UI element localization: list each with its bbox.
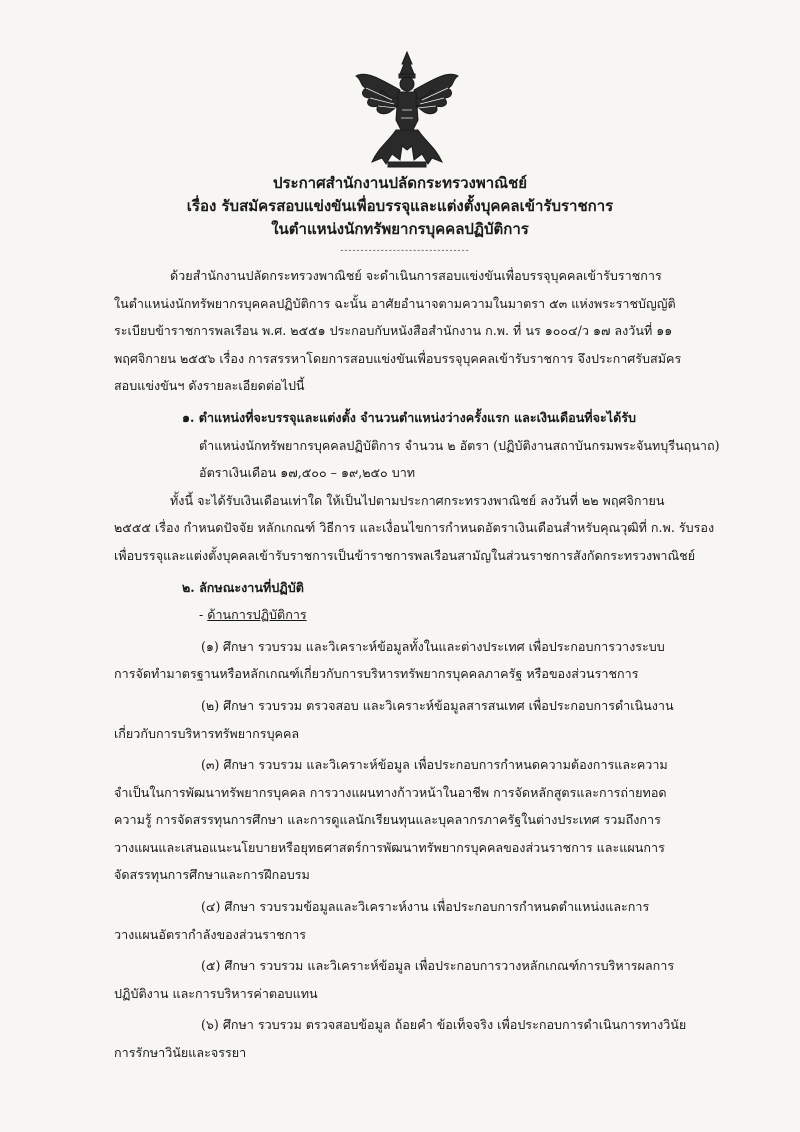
section1-salary: อัตราเงินเดือน ๑๗,๕๐๐ – ๑๙,๒๕๐ บาท [199,465,416,481]
intro-line: ในตำแหน่งนักทรัพยากรบุคคลปฏิบัติการ ฉะนั้น อาศัยอำนาจตามความในมาตรา ๕๓ แห่งพระราชบัญญัติ [114,295,676,311]
duty-item-4: (๔) ศึกษา รวบรวมข้อมูลและวิเคราะห์งาน เพื่อประกอบการกำหนดตำแหน่งและการ [201,899,650,915]
section1-position: ตำแหน่งนักทรัพยากรบุคคลปฏิบัติการ จำนวน ๒ อัตรา (ปฏิบัติงานสถาบันกรมพระจันทบุรีนฤนาถ) [199,437,720,453]
garuda-emblem-icon [352,50,462,168]
section2-subheading [114,601,748,629]
duty-item-6-cont: การรักษาวินัยและจรรยา [114,1045,247,1061]
header-divider: -------------------------------- [340,246,470,256]
salary-note-line: เพื่อบรรจุและแต่งตั้งบุคคลเข้ารับราชการเป็นข้าราชการพลเรือนสามัญในส่วนราชการสังกัดกระทรวงพาณิชย์ [114,547,696,563]
duty-item-2-cont: เกี่ยวกับการบริหารทรัพยากรบุคคล [114,725,300,741]
subheading-bullet: - [199,607,208,623]
duty-item-3-cont: จำเป็นในการพัฒนาทรัพยากรบุคคล การวางแผนทางก้าวหน้าในอาชีพ การจัดหลักสูตรและการถ่ายทอด [114,784,667,800]
duty-item-6: (๖) ศึกษา รวบรวม ตรวจสอบข้อมูล ถ้อยคำ ข้อเท็จจริง เพื่อประกอบการดำเนินการทางวินัย [201,1017,687,1033]
duty-item-1-cont: การจัดทำมาตรฐานหรือหลักเกณฑ์เกี่ยวกับการบริหารทรัพยากรบุคคลภาครัฐ หรือของส่วนราชการ [114,666,639,682]
announcement-body [114,262,748,1067]
duty-item-4-cont: วางแผนอัตรากำลังของส่วนราชการ [114,926,307,942]
duty-item-5: (๕) ศึกษา รวบรวม และวิเคราะห์ข้อมูล เพื่อประกอบการวางหลักเกณฑ์การบริหารผลการ [201,958,675,974]
duty-item-3-cont: จัดสรรทุนการศึกษาและการฝึกอบรม [114,867,310,883]
section2-heading: ๒. ลักษณะงานที่ปฏิบัติ [182,579,304,595]
duty-item-1: (๑) ศึกษา รวบรวม และวิเคราะห์ข้อมูลทั้งในและต่างประเทศ เพื่อประกอบการวางระบบ [201,638,665,654]
duty-item-2: (๒) ศึกษา รวบรวม ตรวจสอบ และวิเคราะห์ข้อมูลสารสนเทศ เพื่อประกอบการดำเนินงาน [201,697,674,713]
duty-item-3: (๓) ศึกษา รวบรวม และวิเคราะห์ข้อมูล เพื่อประกอบการกำหนดความต้องการและความ [201,757,668,773]
intro-line: ด้วยสำนักงานปลัดกระทรวงพาณิชย์ จะดำเนินการสอบแข่งขันเพื่อบรรจุบุคคลเข้ารับราชการ [170,268,662,283]
salary-note-line: ทั้งนี้ จะได้รับเงินเดือนเท่าใด ให้เป็นไปตามประกาศกระทรวงพาณิชย์ ลงวันที่ ๒๒ พฤศจิกายน [170,492,665,508]
subheading-text: ด้านการปฏิบัติการ [207,607,307,623]
intro-line: ระเบียบข้าราชการพลเรือน พ.ศ. ๒๕๕๑ ประกอบกับหนังสือสำนักงาน ก.พ. ที่ นร ๑๐๐๔/ว ๑๗ ลงวันที่ ๑๑ [114,323,673,339]
announcement-issuer: ประกาศสำนักงานปลัดกระทรวงพาณิชย์ [272,174,528,192]
announcement-subject: เรื่อง รับสมัครสอบแข่งขันเพื่อบรรจุและแต่งตั้งบุคคลเข้ารับราชการ [186,197,614,215]
intro-line: พฤศจิกายน ๒๕๕๖ เรื่อง การสรรหาโดยการสอบแข่งขันเพื่อบรรจุบุคคลเข้ารับราชการ จึงประกาศรับสมัคร [114,350,682,366]
salary-note-line: ๒๕๕๕ เรื่อง กำหนดปัจจัย หลักเกณฑ์ วิธีการ และเงื่อนไขการกำหนดอัตราเงินเดือนสำหรับคุณวุฒิที่ ก.พ. รับรอง [114,520,715,536]
duty-item-3-cont: วางแผนและเสนอแนะนโยบายหรือยุทธศาสตร์การพัฒนาทรัพยากรบุคคลของส่วนราชการ และแผนการ [114,839,665,855]
duty-item-5-cont: ปฏิบัติงาน และการบริหารค่าตอบแทน [114,985,318,1001]
announcement-position: ในตำแหน่งนักทรัพยากรบุคคลปฏิบัติการ [271,220,529,238]
section1-heading: ๑. ตำแหน่งที่จะบรรจุและแต่งตั้ง จำนวนตำแหน่งว่างครั้งแรก และเงินเดือนที่จะได้รับ [182,409,637,425]
intro-line: สอบแข่งขันฯ ดังรายละเอียดต่อไปนี้ [114,378,305,394]
announcement-header [0,172,800,241]
duty-item-3-cont: ความรู้ การจัดสรรทุนการศึกษา และการดูแลนักเรียนทุนและบุคลากรภาครัฐในต่างประเทศ รวมถึงการ [114,812,661,828]
